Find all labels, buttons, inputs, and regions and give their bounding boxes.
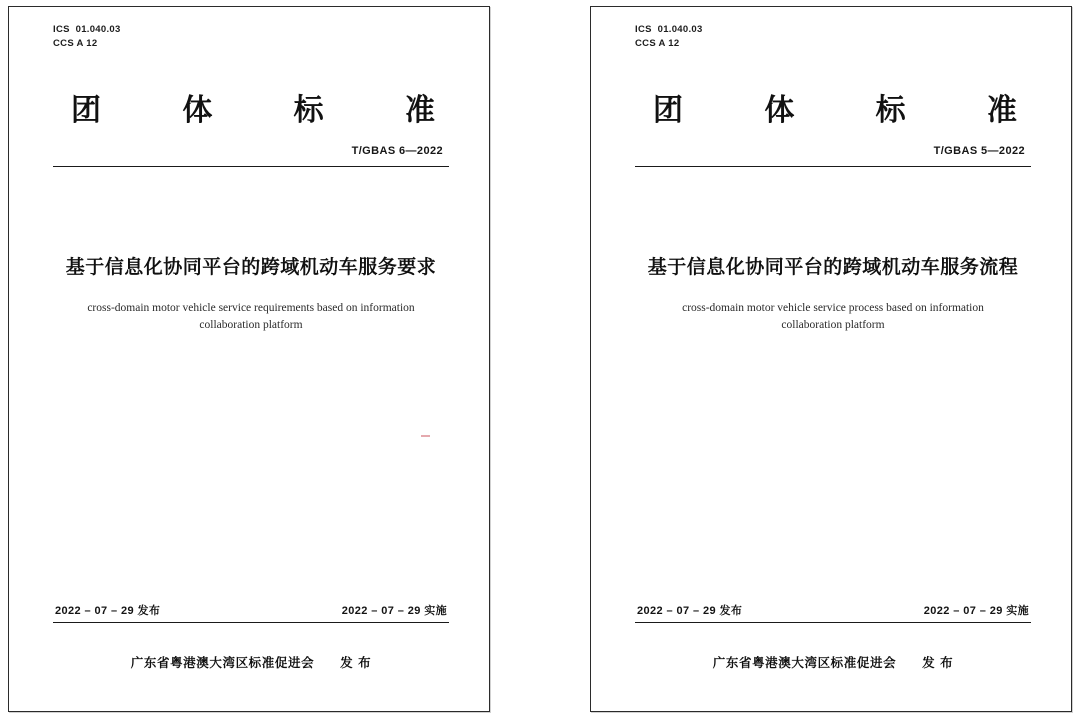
cover-content-right: [635, 23, 1031, 697]
date-divider-right: [635, 622, 1031, 623]
heading-char-4: 准: [986, 92, 1017, 128]
scan-speck-mark: [421, 435, 430, 437]
heading-char-3: 标: [875, 92, 906, 128]
ics-code: ICS 01.040.03: [635, 24, 703, 35]
publish-date-left: 2022 – 07 – 29 发布: [55, 605, 161, 617]
heading-char-2: 体: [182, 92, 213, 128]
publisher-suffix-right: 发 布: [922, 655, 954, 670]
publisher-suffix-left: 发 布: [340, 655, 372, 670]
implement-date-right: 2022 – 07 – 29 实施: [923, 605, 1029, 617]
implement-date-left: 2022 – 07 – 29 实施: [341, 605, 447, 617]
publisher-name-right: 广东省粤港澳大湾区标准促进会: [712, 655, 897, 670]
standard-number-left: T/GBAS 6—2022: [351, 144, 443, 157]
standard-number-right: T/GBAS 5—2022: [933, 144, 1025, 157]
ccs-code: CCS A 12: [53, 37, 98, 49]
standard-cover-left: [8, 6, 490, 712]
date-divider-left: [53, 622, 449, 623]
date-block-left: [53, 602, 449, 623]
cover-content-left: [53, 23, 449, 697]
heading-char-1: 团: [71, 92, 101, 128]
date-row-left: [53, 602, 449, 622]
document-title-cn-right: 基于信息化协同平台的跨域机动车服务流程: [647, 255, 1019, 278]
heading-char-3: 标: [293, 92, 324, 128]
date-block-right: [635, 602, 1031, 623]
classification-block-right: [635, 23, 1031, 51]
document-title-cn-left: 基于信息化协同平台的跨域机动车服务要求: [65, 255, 437, 278]
ccs-code: CCS A 12: [635, 37, 680, 49]
standard-type-heading-right: [635, 85, 1031, 129]
classification-block-left: [53, 23, 449, 51]
header-divider-left: [53, 166, 449, 167]
publisher-name-left: 广东省粤港澳大湾区标准促进会: [130, 655, 315, 670]
publish-date-right: 2022 – 07 – 29 发布: [637, 605, 743, 617]
document-title-en-left: cross-domain motor vehicle service requirements based on information collaboration platform: [87, 301, 415, 332]
header-divider-right: [635, 166, 1031, 167]
standard-cover-right: [590, 6, 1072, 712]
heading-char-4: 准: [404, 92, 435, 128]
ics-code: ICS 01.040.03: [53, 24, 121, 35]
heading-char-1: 团: [653, 92, 683, 128]
publisher-line-left: [53, 653, 449, 671]
date-row-right: [635, 602, 1031, 622]
heading-char-2: 体: [764, 92, 795, 128]
publisher-line-right: [635, 653, 1031, 671]
standard-type-heading-left: [53, 85, 449, 129]
document-title-en-right: cross-domain motor vehicle service process based on information collaboration platform: [682, 301, 984, 332]
